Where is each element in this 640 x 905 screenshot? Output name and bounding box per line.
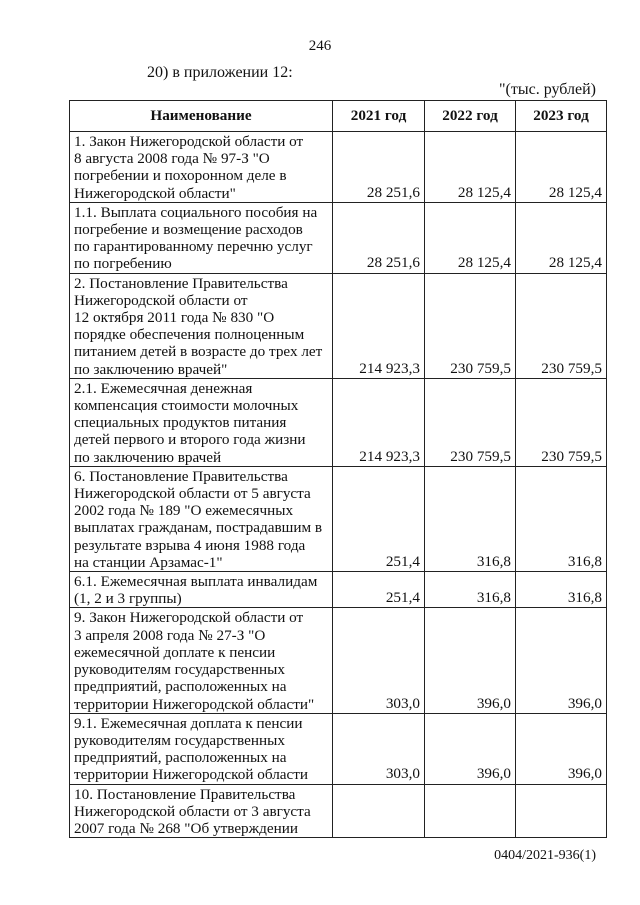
row-name-cell	[70, 202, 333, 273]
row-name-cell	[70, 572, 333, 608]
table-body	[70, 132, 607, 838]
row-value-2022: 396,0	[425, 608, 516, 713]
row-name-line: 2. Постановление Правительства	[74, 274, 288, 292]
row-name-line: специальных продуктов питания	[74, 414, 287, 432]
row-name-line: ежемесячной доплате к пенсии	[74, 643, 276, 661]
table-row	[70, 466, 607, 571]
row-name-line: 9.1. Ежемесячная доплата к пенсии	[74, 714, 303, 732]
row-value-2023: 316,8	[516, 466, 607, 571]
row-value-2021: 303,0	[333, 608, 425, 713]
row-name-line: 8 августа 2008 года № 97-З "О	[74, 150, 270, 168]
table-header-row	[70, 101, 607, 132]
row-name-line: 2007 года № 268 "Об утверждении	[74, 819, 298, 837]
row-value-2022: 28 125,4	[425, 202, 516, 273]
row-name-line: территории Нижегородской области"	[74, 695, 315, 713]
row-name-cell	[70, 273, 333, 378]
row-value-2023: 230 759,5	[516, 378, 607, 466]
row-name-line: порядке обеспечения полноценным	[74, 326, 305, 344]
row-name-line: предприятий, расположенных на	[74, 678, 287, 696]
row-name-cell	[70, 378, 333, 466]
table-row	[70, 713, 607, 784]
row-value-2021	[333, 784, 425, 838]
row-name-line: 3 апреля 2008 года № 27-З "О	[74, 626, 266, 644]
row-value-2022: 396,0	[425, 713, 516, 784]
row-value-2021: 251,4	[333, 466, 425, 571]
table-row	[70, 273, 607, 378]
row-value-2022: 230 759,5	[425, 273, 516, 378]
row-value-2023: 396,0	[516, 713, 607, 784]
row-name-line: 6.1. Ежемесячная выплата инвалидам	[74, 573, 318, 591]
table-row	[70, 608, 607, 713]
table-row	[70, 378, 607, 466]
row-name-line: по заключению врачей"	[74, 360, 228, 378]
table-row	[70, 784, 607, 838]
row-value-2023: 396,0	[516, 608, 607, 713]
table-row	[70, 202, 607, 273]
row-name-line: питанием детей в возрасте до трех лет	[74, 343, 323, 361]
units-label: "(тыс. рублей)	[499, 81, 596, 98]
row-name-line: Нижегородской области от	[74, 291, 248, 309]
row-name-line: руководителям государственных	[74, 731, 285, 749]
row-name-cell	[70, 132, 333, 203]
header-2022: 2022 год	[425, 101, 516, 132]
row-name-line: результате взрыва 4 июня 1988 года	[74, 536, 306, 554]
row-name-line: 1.1. Выплата социального пособия на	[74, 203, 318, 221]
row-value-2023: 28 125,4	[516, 202, 607, 273]
row-name-line: Нижегородской области от 5 августа	[74, 485, 311, 503]
row-name-line: компенсация стоимости молочных	[74, 397, 299, 415]
row-name-line: 1. Закон Нижегородской области от	[74, 133, 304, 150]
row-value-2021: 251,4	[333, 572, 425, 608]
row-name-line: 2002 года № 189 "О ежемесячных	[74, 502, 294, 520]
row-value-2021: 303,0	[333, 713, 425, 784]
row-name-line: территории Нижегородской области	[74, 766, 309, 784]
intro-text: 20) в приложении 12:	[147, 64, 293, 81]
table-row	[70, 572, 607, 608]
row-name-cell	[70, 466, 333, 571]
row-name-line: предприятий, расположенных на	[74, 749, 287, 767]
row-value-2023: 28 125,4	[516, 132, 607, 203]
row-name-line: Нижегородской области от 3 августа	[74, 802, 311, 820]
row-name-line: на станции Арзамас-1"	[74, 553, 223, 571]
header-2021: 2021 год	[333, 101, 425, 132]
row-value-2022: 230 759,5	[425, 378, 516, 466]
header-2023: 2023 год	[516, 101, 607, 132]
row-value-2022: 316,8	[425, 466, 516, 571]
row-name-cell	[70, 784, 333, 838]
row-name-line: выплатах гражданам, пострадавшим в	[74, 519, 323, 537]
row-name-cell	[70, 608, 333, 713]
row-name-line: погребении и похоронном деле в	[74, 167, 287, 185]
row-value-2021: 214 923,3	[333, 378, 425, 466]
row-value-2022: 28 125,4	[425, 132, 516, 203]
row-value-2023	[516, 784, 607, 838]
row-value-2023: 316,8	[516, 572, 607, 608]
row-value-2021: 28 251,6	[333, 132, 425, 203]
row-name-line: детей первого и второго года жизни	[74, 431, 306, 449]
row-name-line: (1, 2 и 3 группы)	[74, 590, 182, 608]
row-value-2023: 230 759,5	[516, 273, 607, 378]
row-value-2021: 214 923,3	[333, 273, 425, 378]
row-name-line: руководителям государственных	[74, 661, 285, 679]
row-name-line: по гарантированному перечню услуг	[74, 238, 313, 256]
row-name-line: 6. Постановление Правительства	[74, 467, 288, 485]
row-value-2022: 316,8	[425, 572, 516, 608]
row-name-line: 12 октября 2011 года № 830 "О	[74, 309, 275, 327]
appendix-table	[69, 100, 607, 838]
page-number: 246	[308, 38, 332, 54]
row-value-2021: 28 251,6	[333, 202, 425, 273]
row-name-line: по заключению врачей	[74, 448, 222, 466]
header-name: Наименование	[70, 101, 333, 132]
row-value-2022	[425, 784, 516, 838]
document-code: 0404/2021-936(1)	[494, 848, 596, 863]
row-name-line: 9. Закон Нижегородской области от	[74, 609, 304, 627]
row-name-cell	[70, 713, 333, 784]
row-name-line: 10. Постановление Правительства	[74, 785, 296, 803]
row-name-line: 2.1. Ежемесячная денежная	[74, 379, 253, 397]
table-row	[70, 132, 607, 203]
row-name-line: по погребению	[74, 255, 172, 273]
row-name-line: Нижегородской области"	[74, 184, 236, 202]
row-name-line: погребение и возмещение расходов	[74, 221, 303, 239]
